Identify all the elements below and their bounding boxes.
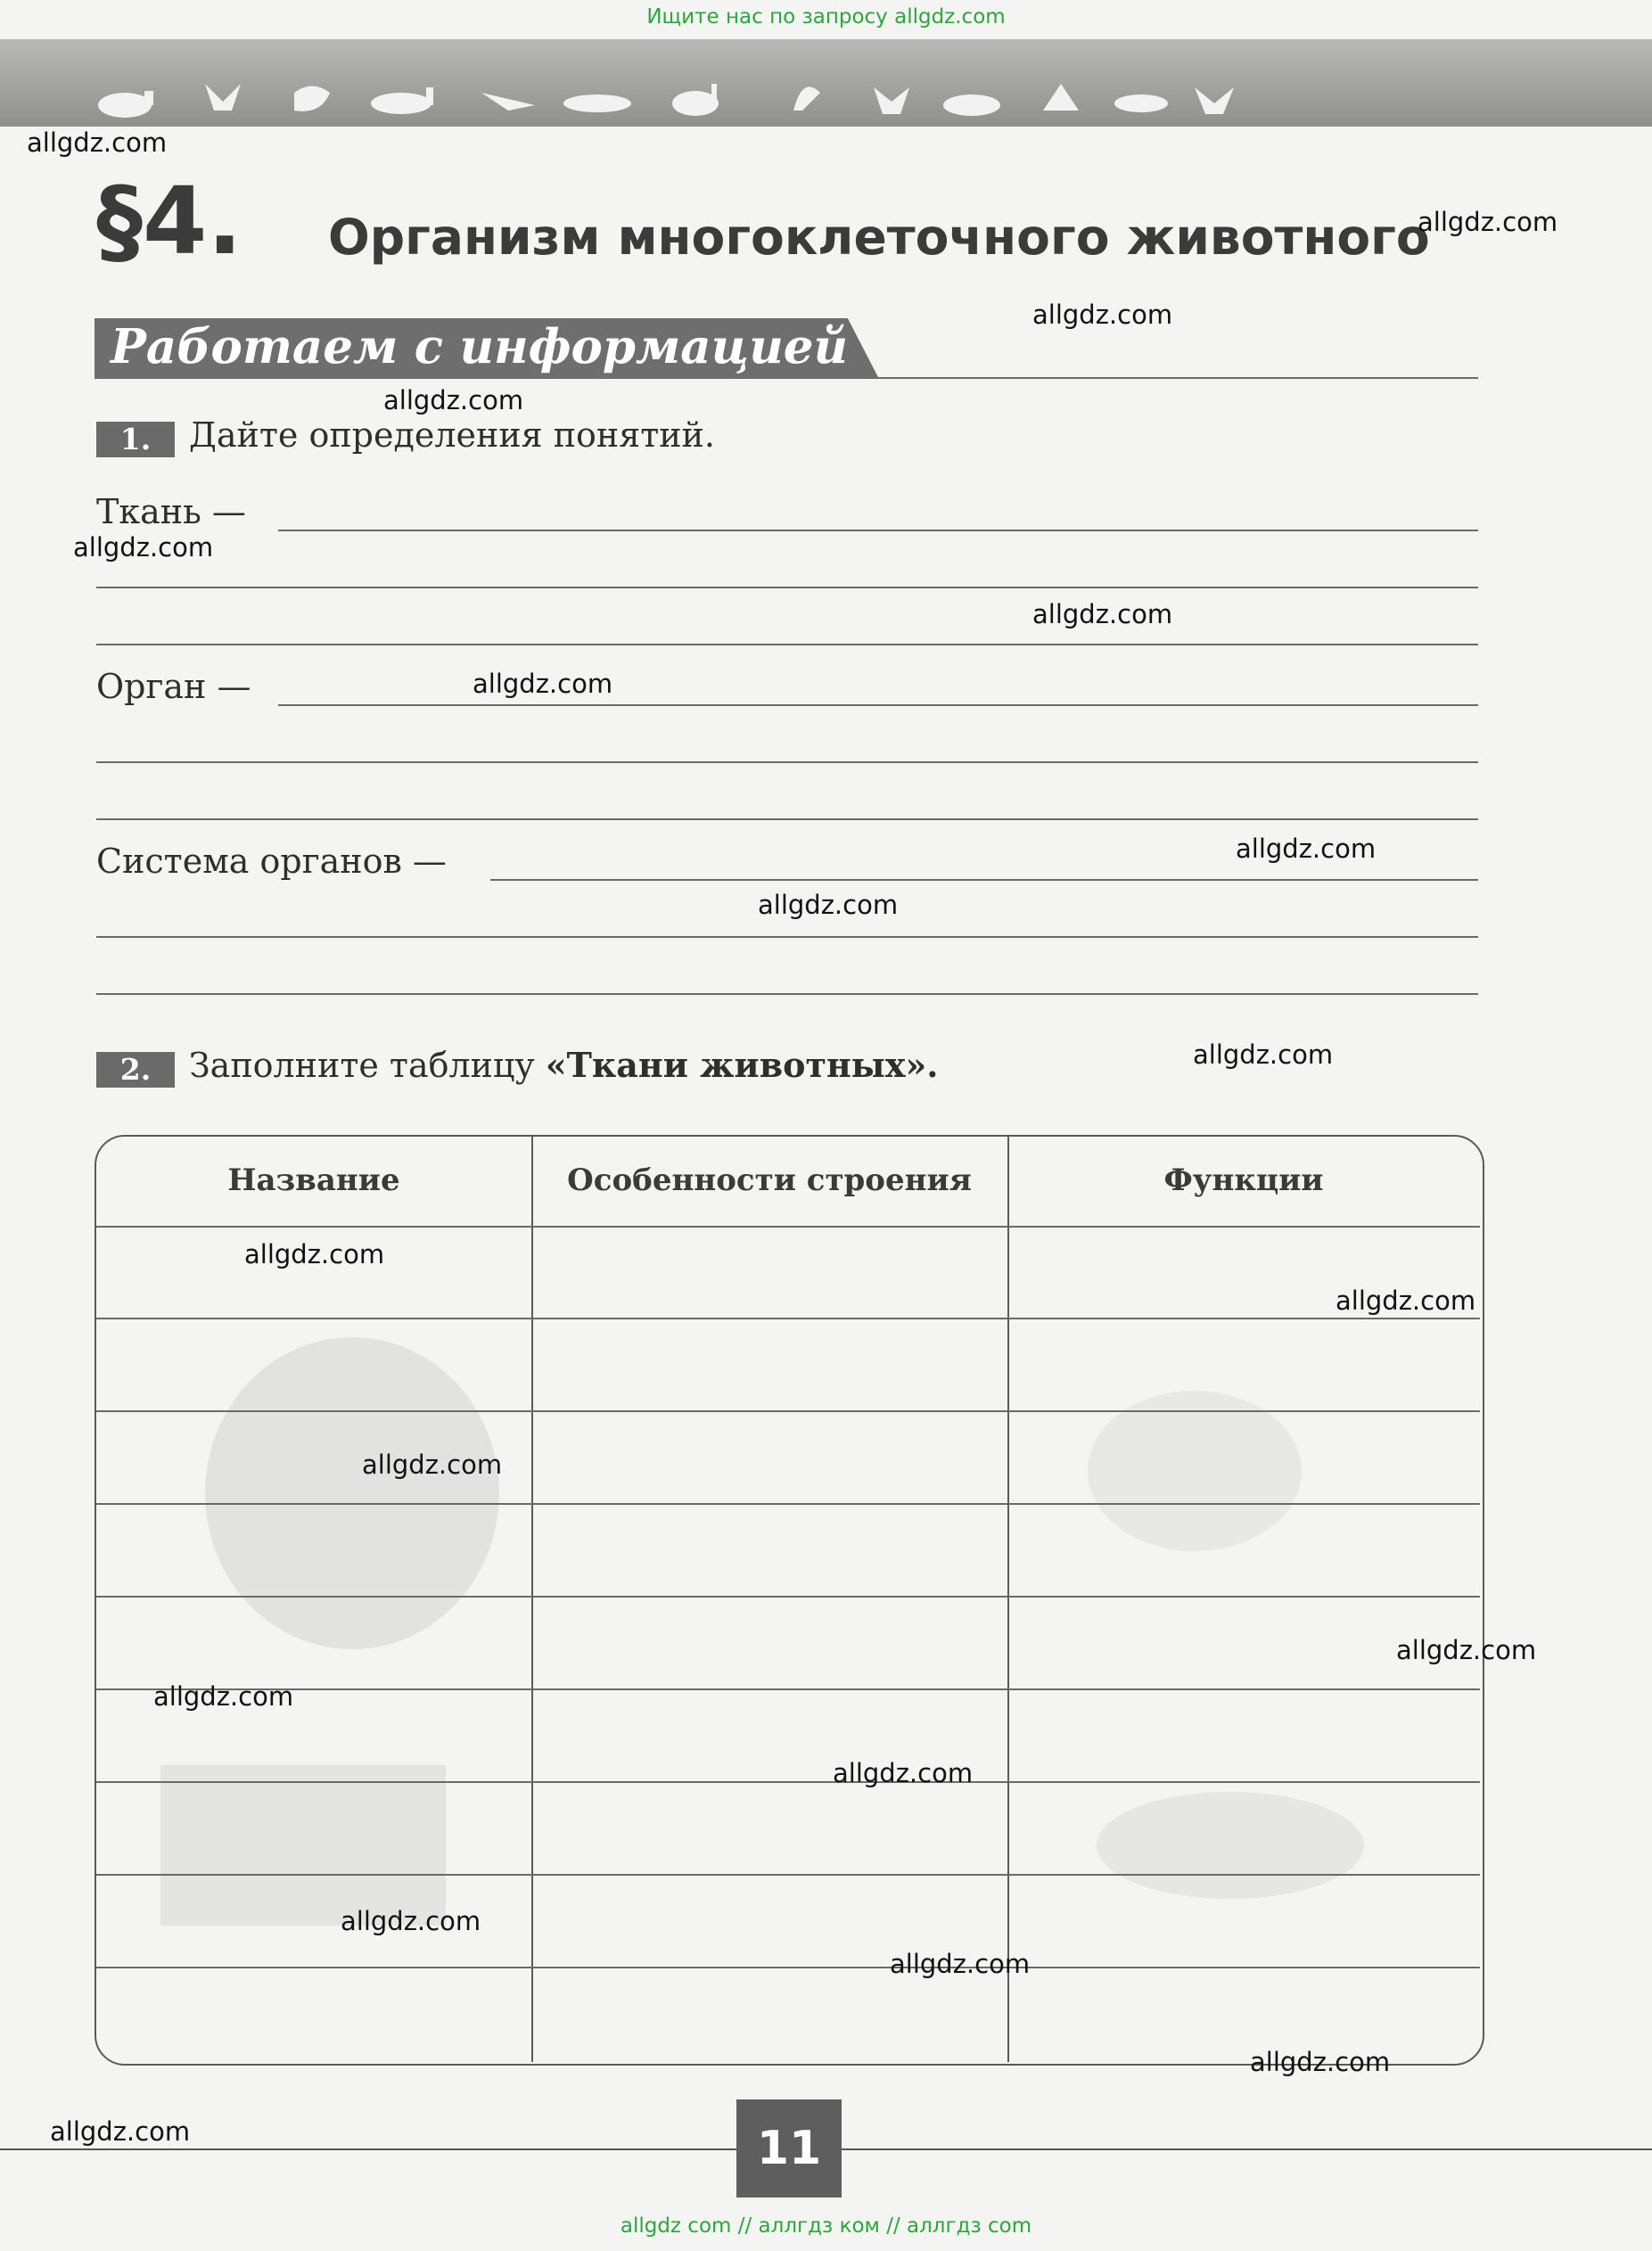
watermark: allgdz.com [758, 890, 899, 920]
table-header-rule [96, 1226, 1480, 1228]
term-tissue: Ткань — [96, 492, 246, 531]
watermark: allgdz.com [153, 1681, 294, 1712]
watermark: allgdz.com [50, 2116, 191, 2147]
table-row[interactable] [96, 1967, 1480, 1968]
table-column-divider-1 [531, 1137, 533, 2062]
watermark: allgdz.com [383, 385, 524, 415]
task-2-text [189, 1045, 939, 1085]
table-row[interactable] [96, 1688, 1480, 1690]
answer-line-system-1[interactable] [490, 879, 1478, 881]
watermark: allgdz.com [1193, 1039, 1334, 1070]
term-organ: Орган — [96, 667, 251, 706]
table-row[interactable] [96, 1781, 1480, 1783]
animal-silhouettes-icon [89, 75, 1480, 128]
watermark: allgdz.com [1250, 2047, 1391, 2077]
term-organ-system: Система органов — [96, 842, 447, 881]
answer-line-organ-2[interactable] [96, 761, 1478, 763]
task-2-badge: 2. [96, 1052, 175, 1088]
watermark: allgdz.com [27, 127, 168, 158]
answer-line-system-3[interactable] [96, 993, 1478, 995]
watermark: allgdz.com [244, 1239, 385, 1269]
watermark: allgdz.com [1032, 599, 1173, 629]
watermark: allgdz.com [833, 1758, 974, 1788]
task-2-text-bold: «Ткани животных». [545, 1045, 939, 1085]
tissues-table [95, 1135, 1484, 2066]
table-row[interactable] [96, 1410, 1480, 1412]
watermark: allgdz.com [1236, 834, 1377, 864]
top-link[interactable]: Ищите нас по запросу allgdz.com [646, 5, 1006, 29]
watermark: allgdz.com [1032, 300, 1173, 330]
watermark: allgdz.com [362, 1450, 503, 1480]
footer-links[interactable]: allgdz com // аллгдз ком // аллгдз com [620, 2214, 1032, 2238]
watermark: allgdz.com [73, 532, 214, 563]
answer-line-tissue-3[interactable] [96, 644, 1478, 645]
rubric-title: Работаем с информацией [111, 319, 848, 374]
table-header-name: Название [227, 1162, 400, 1198]
table-header-functions: Функции [1163, 1162, 1324, 1198]
watermark: allgdz.com [1396, 1635, 1537, 1665]
table-column-divider-2 [1007, 1137, 1009, 2062]
task-1-badge: 1. [96, 422, 175, 457]
watermark: allgdz.com [1418, 207, 1558, 237]
table-row[interactable] [96, 1874, 1480, 1876]
table-row[interactable] [96, 1318, 1480, 1319]
answer-line-tissue-1[interactable] [278, 530, 1478, 531]
watermark: allgdz.com [890, 1949, 1031, 1979]
watermark: allgdz.com [1336, 1286, 1476, 1316]
table-row[interactable] [96, 1596, 1480, 1598]
answer-line-organ-3[interactable] [96, 818, 1478, 820]
page-title: Организм многоклеточного животного [328, 209, 1430, 266]
answer-line-system-2[interactable] [96, 936, 1478, 938]
task-1-text: Дайте определения понятий. [189, 415, 715, 455]
section-number: §4. [96, 167, 242, 275]
table-header-structure: Особенности строения [567, 1162, 972, 1198]
answer-line-tissue-2[interactable] [96, 587, 1478, 588]
watermark: allgdz.com [473, 669, 613, 699]
rubric-rule [874, 377, 1478, 379]
watermark: allgdz.com [341, 1906, 481, 1936]
task-2-text-plain: Заполните таблицу [189, 1046, 546, 1085]
page-number: 11 [736, 2099, 842, 2198]
table-row[interactable] [96, 1503, 1480, 1505]
answer-line-organ-1[interactable] [278, 704, 1478, 706]
